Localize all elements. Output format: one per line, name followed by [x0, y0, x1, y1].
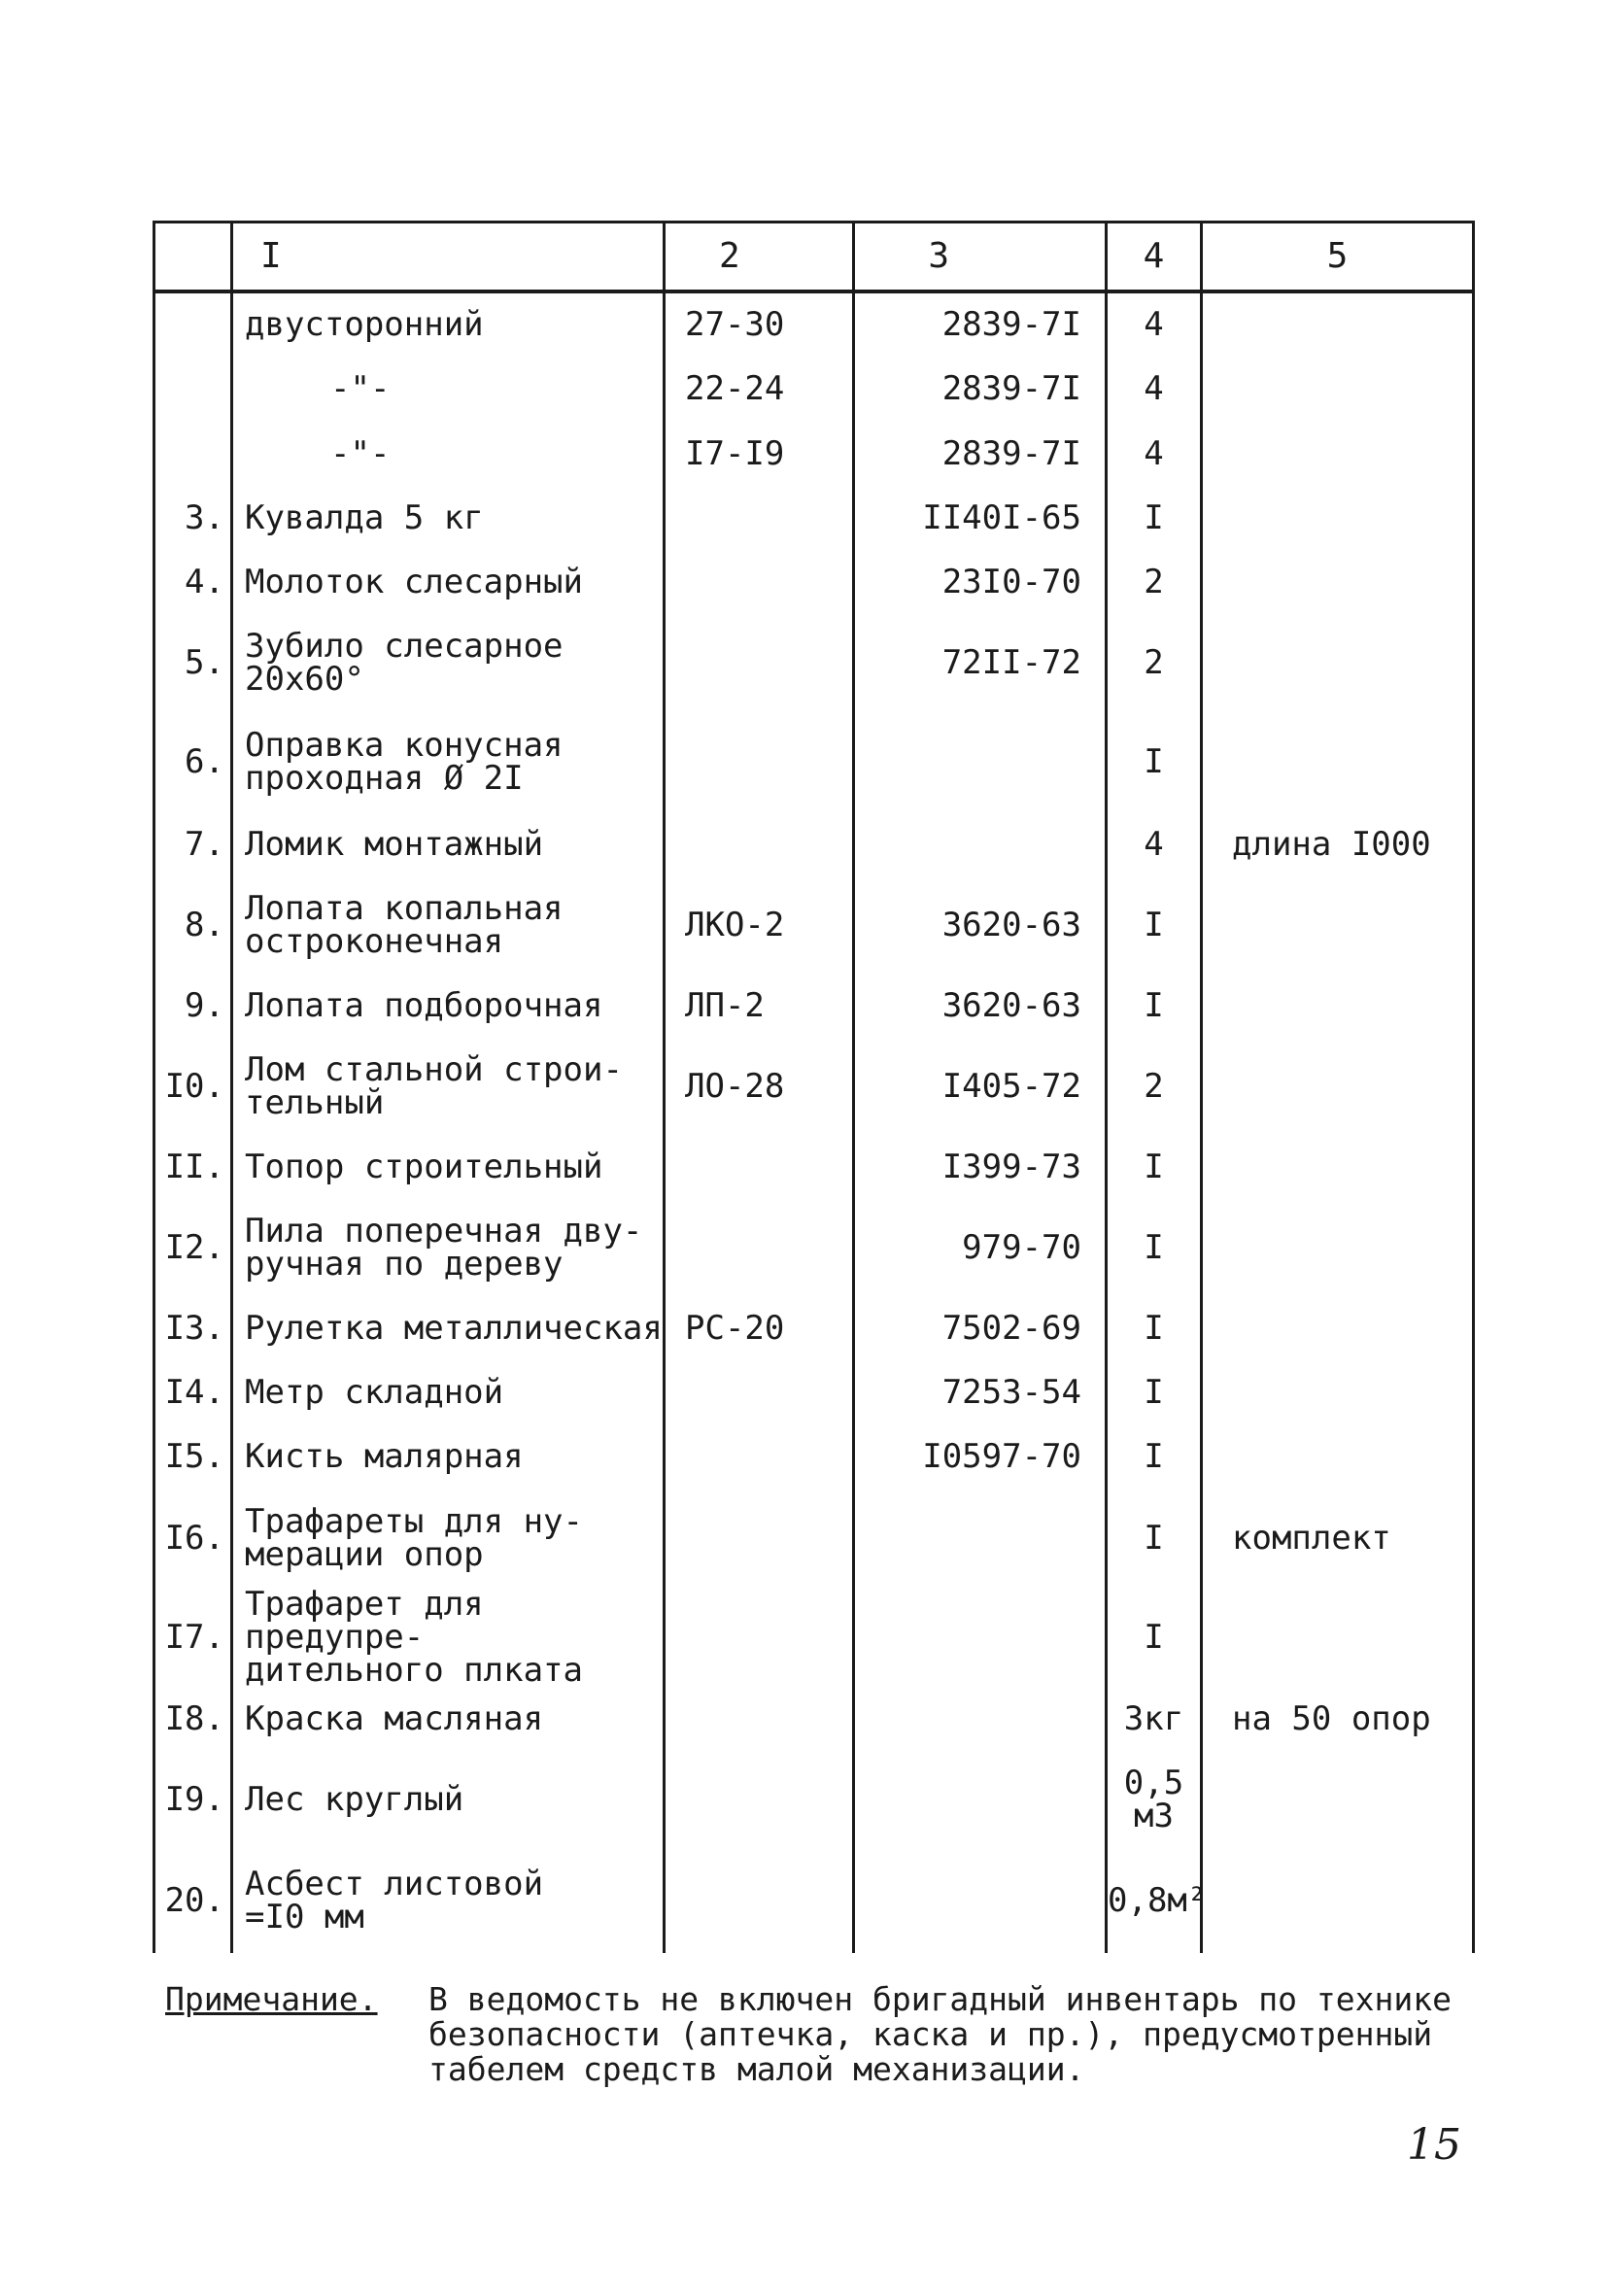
table-row: [154, 1360, 1474, 1424]
item-gost: 3620-63: [854, 974, 1107, 1038]
item-note: [1202, 1199, 1474, 1296]
item-qty: 2: [1107, 1038, 1202, 1135]
item-note: [1202, 1360, 1474, 1424]
item-name: Лопата подборочная: [232, 974, 665, 1038]
item-mark: [665, 550, 854, 614]
item-name: Рулетка металлическая: [232, 1296, 665, 1360]
table-row: [154, 1199, 1474, 1296]
item-gost: 7502-69: [854, 1296, 1107, 1360]
table-row: [154, 422, 1474, 486]
table-row: [154, 1588, 1474, 1687]
item-qty: 0,8м²: [1107, 1848, 1202, 1953]
table-row: [154, 291, 1474, 356]
table-row: [154, 1135, 1474, 1199]
item-mark: [665, 812, 854, 876]
table-row: [154, 550, 1474, 614]
item-qty: 3кг: [1107, 1687, 1202, 1751]
item-gost: [854, 1848, 1107, 1953]
table-row: [154, 974, 1474, 1038]
item-qty: I: [1107, 876, 1202, 974]
item-note: комплект: [1202, 1489, 1474, 1588]
row-number: 9.: [154, 974, 232, 1038]
row-number: I2.: [154, 1199, 232, 1296]
item-gost: 979-70: [854, 1199, 1107, 1296]
item-mark: [665, 1848, 854, 1953]
table-row: [154, 711, 1474, 812]
table-row: [154, 1687, 1474, 1751]
item-note: [1202, 1038, 1474, 1135]
item-note: [1202, 1424, 1474, 1489]
row-number: II.: [154, 1135, 232, 1199]
item-note: длина I000: [1202, 812, 1474, 876]
table-row: [154, 1296, 1474, 1360]
header-cell-4: 4: [1107, 223, 1202, 292]
item-note: [1202, 1135, 1474, 1199]
row-number: 6.: [154, 711, 232, 812]
equipment-table-sheet: [153, 221, 1472, 1938]
item-gost: I405-72: [854, 1038, 1107, 1135]
item-gost: 7253-54: [854, 1360, 1107, 1424]
table-row: [154, 1424, 1474, 1489]
item-mark: ЛКО-2: [665, 876, 854, 974]
item-gost: I399-73: [854, 1135, 1107, 1199]
header-cell-1: I: [232, 223, 665, 292]
item-qty: I: [1107, 711, 1202, 812]
item-note: [1202, 614, 1474, 711]
row-number: [154, 422, 232, 486]
item-qty: I: [1107, 1489, 1202, 1588]
table-row: [154, 812, 1474, 876]
item-note: [1202, 291, 1474, 356]
header-cell-2: 2: [665, 223, 854, 292]
item-qty: I: [1107, 1296, 1202, 1360]
item-note: [1202, 1588, 1474, 1687]
table-row: [154, 1848, 1474, 1953]
item-mark: [665, 1751, 854, 1848]
equipment-table: [153, 221, 1475, 1953]
row-number: 4.: [154, 550, 232, 614]
item-gost: [854, 1489, 1107, 1588]
row-number: I5.: [154, 1424, 232, 1489]
item-name: Пила поперечная дву- ручная по дереву: [232, 1199, 665, 1296]
table-header-row: [154, 223, 1474, 292]
item-qty: 4: [1107, 356, 1202, 422]
item-qty: I: [1107, 1135, 1202, 1199]
row-number: I6.: [154, 1489, 232, 1588]
item-name: Кисть малярная: [232, 1424, 665, 1489]
table-body: [154, 291, 1474, 1953]
item-note: [1202, 1296, 1474, 1360]
item-note: на 50 опор: [1202, 1687, 1474, 1751]
item-gost: [854, 1588, 1107, 1687]
item-mark: [665, 1687, 854, 1751]
item-name: двусторонний: [232, 291, 665, 356]
item-qty: 4: [1107, 422, 1202, 486]
item-gost: 72II-72: [854, 614, 1107, 711]
table-row: [154, 1489, 1474, 1588]
item-gost: 2839-7I: [854, 422, 1107, 486]
item-qty: 0,5 м3: [1107, 1751, 1202, 1848]
item-qty: I: [1107, 1424, 1202, 1489]
item-gost: 2839-7I: [854, 356, 1107, 422]
item-note: [1202, 876, 1474, 974]
item-note: [1202, 1848, 1474, 1953]
item-mark: [665, 711, 854, 812]
item-name: Трафареты для ну- мерации опор: [232, 1489, 665, 1588]
item-note: [1202, 974, 1474, 1038]
row-number: 8.: [154, 876, 232, 974]
item-gost: [854, 812, 1107, 876]
item-note: [1202, 486, 1474, 550]
item-gost: [854, 1687, 1107, 1751]
note-label: Примечание.: [165, 1980, 378, 2018]
item-name: Лопата копальная остроконечная: [232, 876, 665, 974]
item-name: Трафарет для предупре- дительного плката: [232, 1588, 665, 1687]
item-mark: [665, 486, 854, 550]
header-cell-num: [154, 223, 232, 292]
table-row: [154, 1038, 1474, 1135]
item-gost: [854, 711, 1107, 812]
row-number: I4.: [154, 1360, 232, 1424]
item-name: Лом стальной строи- тельный: [232, 1038, 665, 1135]
item-mark: [665, 614, 854, 711]
row-number: [154, 291, 232, 356]
page-number: 15: [1407, 2120, 1461, 2170]
item-qty: I: [1107, 1588, 1202, 1687]
row-number: 5.: [154, 614, 232, 711]
item-mark: ЛО-28: [665, 1038, 854, 1135]
row-number: [154, 356, 232, 422]
item-name: Лес круглый: [232, 1751, 665, 1848]
item-note: [1202, 711, 1474, 812]
item-note: [1202, 1751, 1474, 1848]
item-qty: 4: [1107, 812, 1202, 876]
item-gost: II40I-65: [854, 486, 1107, 550]
row-number: I3.: [154, 1296, 232, 1360]
item-gost: 23I0-70: [854, 550, 1107, 614]
item-name: Молоток слесарный: [232, 550, 665, 614]
item-qty: 2: [1107, 614, 1202, 711]
item-name: Зубило слесарное 20х60°: [232, 614, 665, 711]
item-note: [1202, 550, 1474, 614]
item-mark: 22-24: [665, 356, 854, 422]
item-name: Асбест листовой =I0 мм: [232, 1848, 665, 1953]
item-qty: I: [1107, 974, 1202, 1038]
item-qty: 2: [1107, 550, 1202, 614]
table-row: [154, 876, 1474, 974]
table-row: [154, 486, 1474, 550]
row-number: I9.: [154, 1751, 232, 1848]
item-qty: 4: [1107, 291, 1202, 356]
item-name: Краска масляная: [232, 1687, 665, 1751]
row-number: 7.: [154, 812, 232, 876]
item-qty: I: [1107, 1199, 1202, 1296]
item-qty: I: [1107, 1360, 1202, 1424]
item-gost: 2839-7I: [854, 291, 1107, 356]
header-cell-5: 5: [1202, 223, 1474, 292]
item-name: Метр складной: [232, 1360, 665, 1424]
item-name: Оправка конусная проходная Ø 2I: [232, 711, 665, 812]
row-number: I0.: [154, 1038, 232, 1135]
item-gost: 3620-63: [854, 876, 1107, 974]
item-mark: [665, 1199, 854, 1296]
item-gost: I0597-70: [854, 1424, 1107, 1489]
row-number: 20.: [154, 1848, 232, 1953]
item-mark: [665, 1135, 854, 1199]
item-mark: РС-20: [665, 1296, 854, 1360]
item-name: Кувалда 5 кг: [232, 486, 665, 550]
item-mark: [665, 1489, 854, 1588]
item-mark: I7-I9: [665, 422, 854, 486]
item-name: -"-: [232, 422, 665, 486]
row-number: I7.: [154, 1588, 232, 1687]
table-row: [154, 1751, 1474, 1848]
item-mark: [665, 1424, 854, 1489]
row-number: 3.: [154, 486, 232, 550]
item-qty: I: [1107, 486, 1202, 550]
table-row: [154, 614, 1474, 711]
item-mark: 27-30: [665, 291, 854, 356]
row-number: I8.: [154, 1687, 232, 1751]
item-mark: [665, 1360, 854, 1424]
item-note: [1202, 356, 1474, 422]
item-name: -"-: [232, 356, 665, 422]
header-cell-3: 3: [854, 223, 1107, 292]
item-mark: ЛП-2: [665, 974, 854, 1038]
item-name: Ломик монтажный: [232, 812, 665, 876]
note-text: В ведомость не включен бригадный инвентарь по технике безопасности (аптечка, каска и пр.), предусмотренный табелем средств малой механизации.: [428, 1980, 1452, 2088]
item-note: [1202, 422, 1474, 486]
table-row: [154, 356, 1474, 422]
item-name: Топор строительный: [232, 1135, 665, 1199]
item-gost: [854, 1751, 1107, 1848]
item-mark: [665, 1588, 854, 1687]
